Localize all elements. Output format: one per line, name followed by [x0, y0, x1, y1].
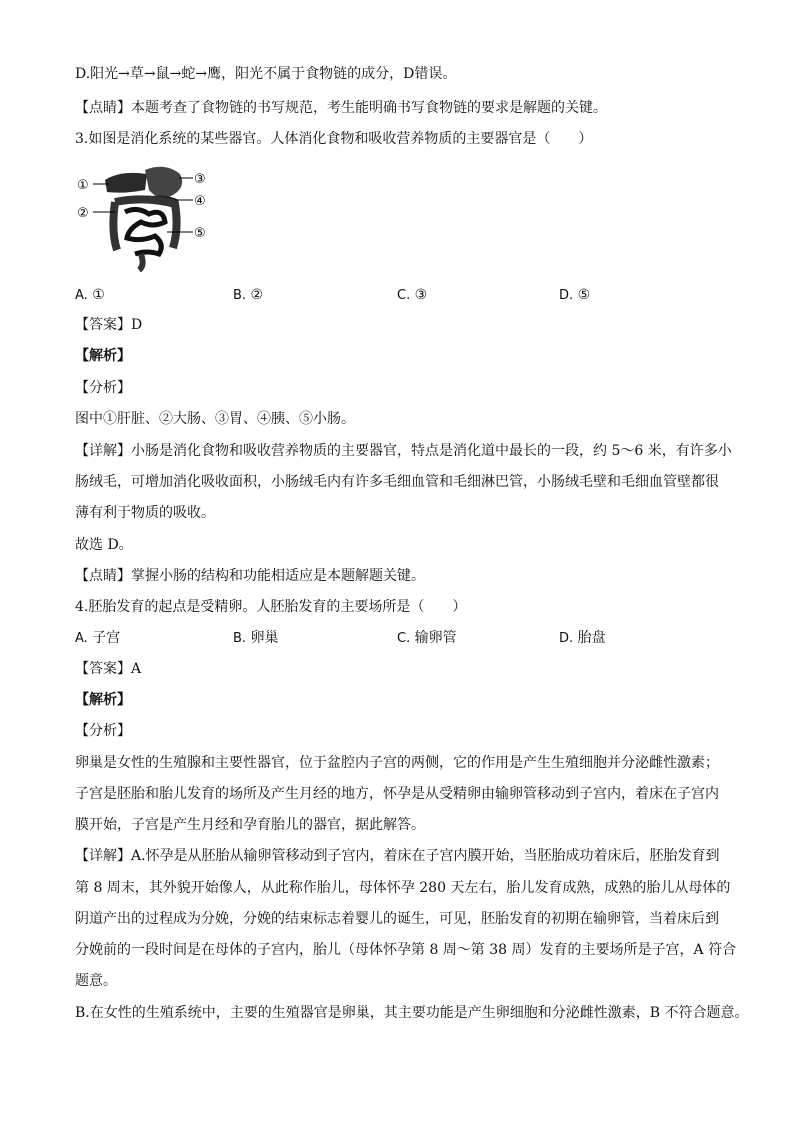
- breakdown-4-line-2: 子宫是胚胎和胎儿发育的场所及产生月经的地方，怀孕是从受精卵由输卵管移动到子宫内，着床在子宫内: [75, 786, 719, 802]
- detail-3-line-2: 肠绒毛，可增加消化吸收面积，小肠绒毛内有许多毛细血管和毛细淋巴管，小肠绒毛壁和毛细血管壁都很: [75, 474, 719, 490]
- question-4: 4.胚胎发育的起点是受精卵。人胚胎发育的主要场所是（ ）: [75, 599, 467, 615]
- q4-option-b[interactable]: B. 卵巢: [233, 630, 279, 646]
- detail-3-line-1: 【详解】小肠是消化食物和吸收营养物质的主要器官，特点是消化道中最长的一段，约 5～6 米，有许多小: [75, 443, 732, 459]
- q3-option-c[interactable]: C. ③: [397, 287, 428, 303]
- figure-label-2: ②: [77, 206, 89, 221]
- figure-label-1: ①: [77, 178, 89, 193]
- answer-4: 【答案】A: [75, 661, 142, 677]
- choice-3: 故选 D。: [75, 537, 133, 553]
- figure-label-5: ⑤: [194, 226, 206, 241]
- analysis-heading-4: 【解析】: [75, 692, 131, 708]
- q4-option-a[interactable]: A. 子宫: [75, 630, 121, 646]
- text-line-d-option: D.阳光→草→鼠→蛇→鹰，阳光不属于食物链的成分，D错误。: [75, 66, 457, 82]
- detail-4-line-3: 阴道产出的过程成为分娩，分娩的结束标志着婴儿的诞生，可见，胚胎发育的初期在输卵管，当着床后到: [75, 911, 719, 927]
- stomach-shape: [145, 167, 182, 197]
- breakdown-heading-3: 【分析】: [75, 380, 131, 396]
- figure-label-3: ③: [194, 172, 206, 187]
- liver-shape: [105, 173, 147, 193]
- question-3-options: [75, 285, 735, 305]
- q4-option-d[interactable]: D. 胎盘: [559, 630, 606, 646]
- analysis-heading-3: 【解析】: [75, 348, 131, 364]
- q3-option-a[interactable]: A. ①: [75, 287, 105, 303]
- figure-caption-3: 图中①肝脏、②大肠、③胃、④胰、⑤小肠。: [75, 411, 355, 427]
- breakdown-4-line-3: 膜开始，子宫是产生月经和孕育胎儿的器官，据此解答。: [75, 817, 425, 833]
- detail-4-line-5: 题意。: [75, 973, 117, 989]
- figure-label-4: ④: [194, 194, 206, 209]
- answer-3: 【答案】D: [75, 317, 143, 333]
- tip-line: 【点睛】本题考查了食物链的书写规范，考生能明确书写食物链的要求是解题的关键。: [75, 100, 607, 116]
- detail-4-line-6: B.在女性的生殖系统中，主要的生殖器官是卵巢，其主要功能是产生卵细胞和分泌雌性激素，B 不符合题意。: [75, 1005, 749, 1021]
- breakdown-heading-4: 【分析】: [75, 723, 131, 739]
- question-4-options: [75, 628, 735, 648]
- small-intestine-shape: [125, 209, 165, 254]
- question-3: 3.如图是消化系统的某些器官。人体消化食物和吸收营养物质的主要器官是（ ）: [75, 131, 593, 147]
- tip-3: 【点睛】掌握小肠的结构和功能相适应是本题解题关键。: [75, 568, 425, 584]
- breakdown-4-line-1: 卵巢是女性的生殖腺和主要性器官，位于盆腔内子宫的两侧，它的作用是产生生殖细胞并分泌雌性激素；: [75, 755, 719, 771]
- q3-option-b[interactable]: B. ②: [233, 287, 264, 303]
- q4-option-c[interactable]: C. 输卵管: [397, 630, 457, 646]
- q3-option-d[interactable]: D. ⑤: [559, 287, 591, 303]
- detail-4-line-4: 分娩前的一段时间是在母体的子宫内，胎儿（母体怀孕第 8 周～第 38 周）发育的主要场所是子宫，A 符合: [75, 942, 737, 958]
- detail-4-line-2: 第 8 周末，其外貌开始像人，从此称作胎儿，母体怀孕 280 天左右，胎儿发育成熟，成熟的胎儿从母体的: [75, 880, 731, 896]
- detail-3-line-3: 薄有利于物质的吸收。: [75, 505, 215, 521]
- digestive-system-figure: [75, 162, 215, 272]
- detail-4-line-1: 【详解】A.怀孕是从胚胎从输卵管移动到子宫内，着床在子宫内膜开始，当胚胎成功着床后，胚胎发育到: [75, 848, 720, 864]
